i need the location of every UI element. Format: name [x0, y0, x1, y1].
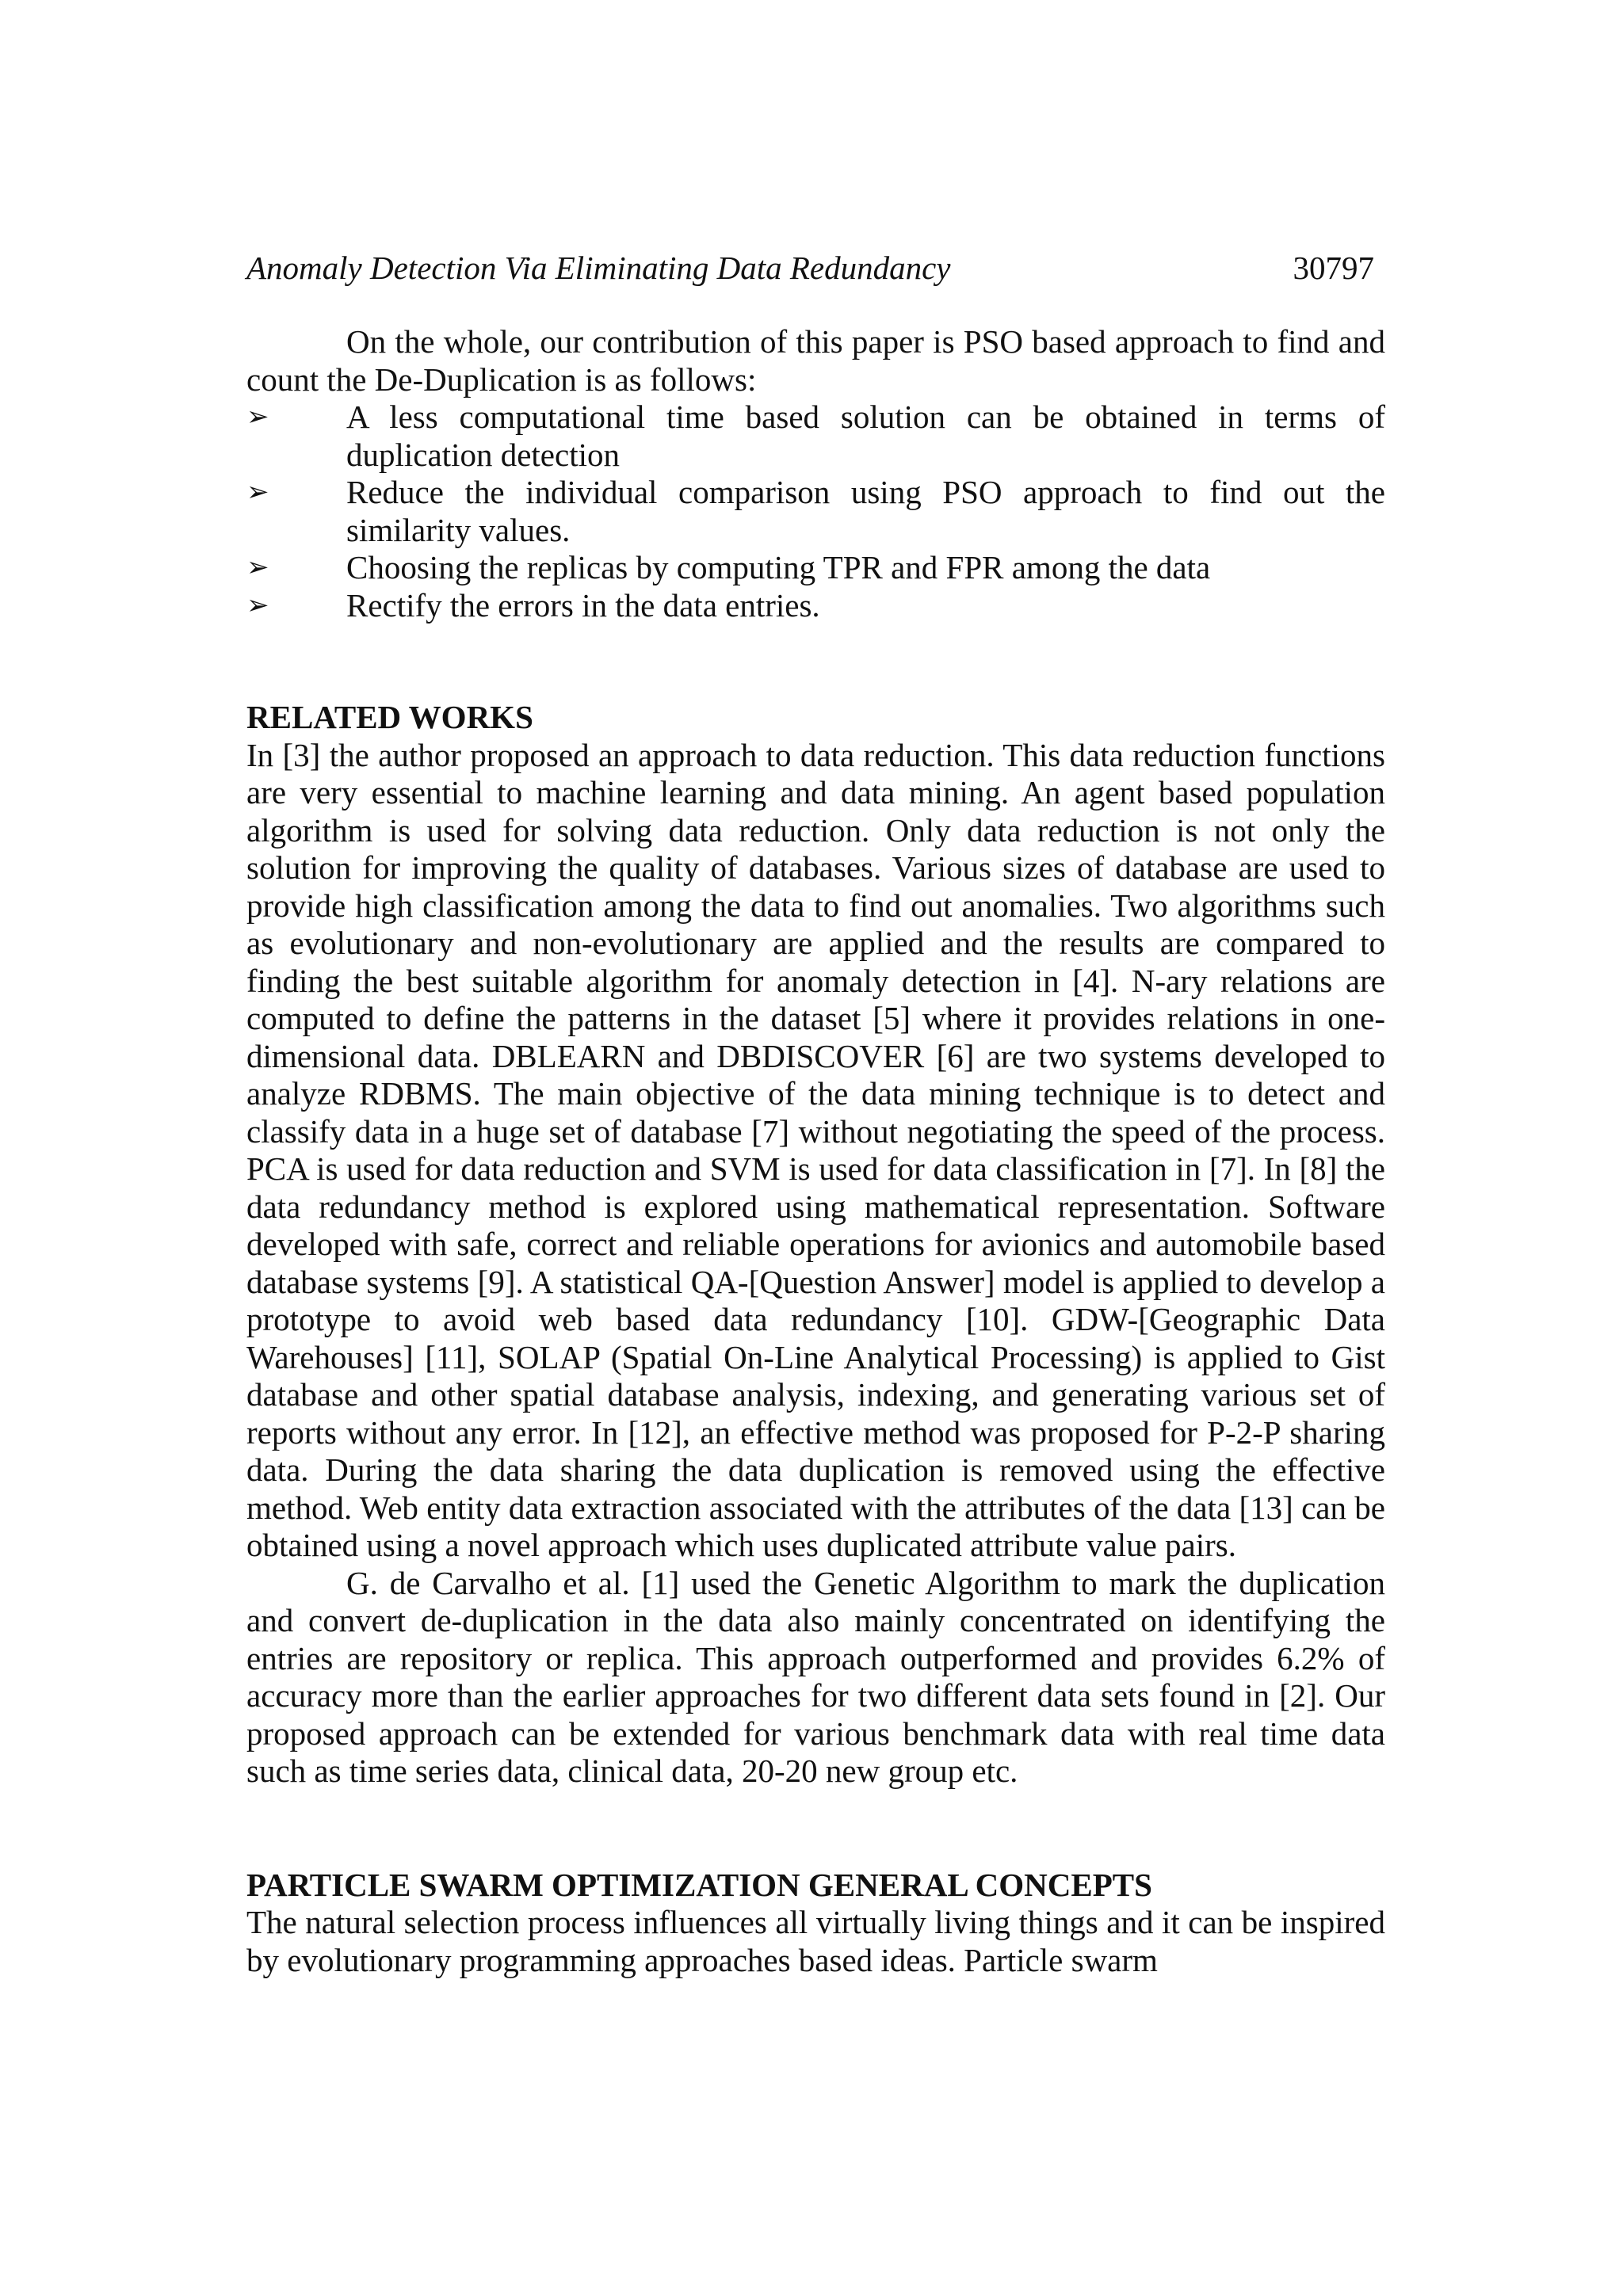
contribution-item-text: Rectify the errors in the data entries. — [346, 586, 820, 624]
contribution-item — [246, 399, 1385, 474]
arrow-bullet-icon: ➢ — [246, 401, 269, 433]
related-works-heading: RELATED WORKS — [246, 699, 533, 735]
intro-paragraph: On the whole, our contribution of this paper is PSO based approach to find and count the De-Duplication is as follows: — [246, 323, 1385, 398]
arrow-bullet-icon: ➢ — [246, 476, 269, 508]
contribution-item-text: Reduce the individual comparison using PSO approach to find out the similarity values. — [346, 474, 1385, 548]
running-header — [246, 244, 1374, 292]
arrow-bullet-icon: ➢ — [246, 551, 269, 583]
section-spacer — [246, 624, 1385, 699]
pso-paragraph: The natural selection process influences all virtually living things and it can be inspired by evolutionary programming approaches based ideas. Particle swarm — [246, 1904, 1385, 1978]
contribution-item — [246, 549, 1385, 587]
pso-heading: PARTICLE SWARM OPTIMIZATION GENERAL CONCEPTS — [246, 1866, 1152, 1903]
contribution-item — [246, 587, 1385, 625]
contribution-item — [246, 474, 1385, 549]
section-spacer — [246, 1791, 1385, 1867]
contribution-item-text: Choosing the replicas by computing TPR and FPR among the data — [346, 549, 1211, 585]
related-works-paragraph-1: In [3] the author proposed an approach to data reduction. This data reduction functions are very essential to machine learning and data mining. An agent based population algorithm is used for solving data reduction. Only data reduction is not only the solution for improving the quality of databases. Various sizes of database are used to provide high classification among the data to find out anomalies. Two algorithms such as evolutionary and non-evolutionary are applied and the results are compared to finding the best suitable algorithm for anomaly detection in [4]. N-ary relations are computed to define the patterns in the dataset [5] where it provides relations in one-dimensional data. DBLEARN and DBDISCOVER [6] are two systems developed to analyze RDBMS. The main objective of the data mining technique is to detect and classify data in a huge set of database [7] without negotiating the speed of the process. PCA is used for data reduction and SVM is used for data classification in [7]. In [8] the data redundancy method is explored using mathematical representation. Software developed with safe, correct and reliable operations for avionics and automobile based database systems [9]. A statistical QA-[Question Answer] model is applied to develop a prototype to avoid web based data redundancy [10]. GDW-[Geographic Data Warehouses] [11], SOLAP (Spatial On-Line Analytical Processing) is applied to Gist database and other spatial database analysis, indexing, and generating various set of reports without any error. In [12], an effective method was proposed for P-2-P sharing data. During the data sharing the data duplication is removed using the effective method. Web entity data extraction associated with the attributes of the data [13] can be obtained using a novel approach which uses duplicated attribute value pairs. — [246, 736, 1385, 1563]
running-header-title: Anomaly Detection Via Eliminating Data Redundancy — [246, 250, 951, 286]
page-body — [246, 323, 1385, 1979]
page-number: 30797 — [1293, 250, 1374, 286]
contribution-item-text: A less computational time based solution can be obtained in terms of duplication detection — [346, 399, 1385, 473]
related-works-paragraph-2: G. de Carvalho et al. [1] used the Genetic Algorithm to mark the duplication and convert de-duplication in the data also mainly concentrated on identifying the entries are repository or replica. This approach outperformed and provides 6.2% of accuracy more than the earlier approaches for two different data sets found in [2]. Our proposed approach can be extended for various benchmark data with real time data such as time series data, clinical data, 20-20 new group etc. — [246, 1564, 1385, 1789]
contribution-list — [246, 399, 1385, 624]
arrow-bullet-icon: ➢ — [246, 589, 269, 621]
